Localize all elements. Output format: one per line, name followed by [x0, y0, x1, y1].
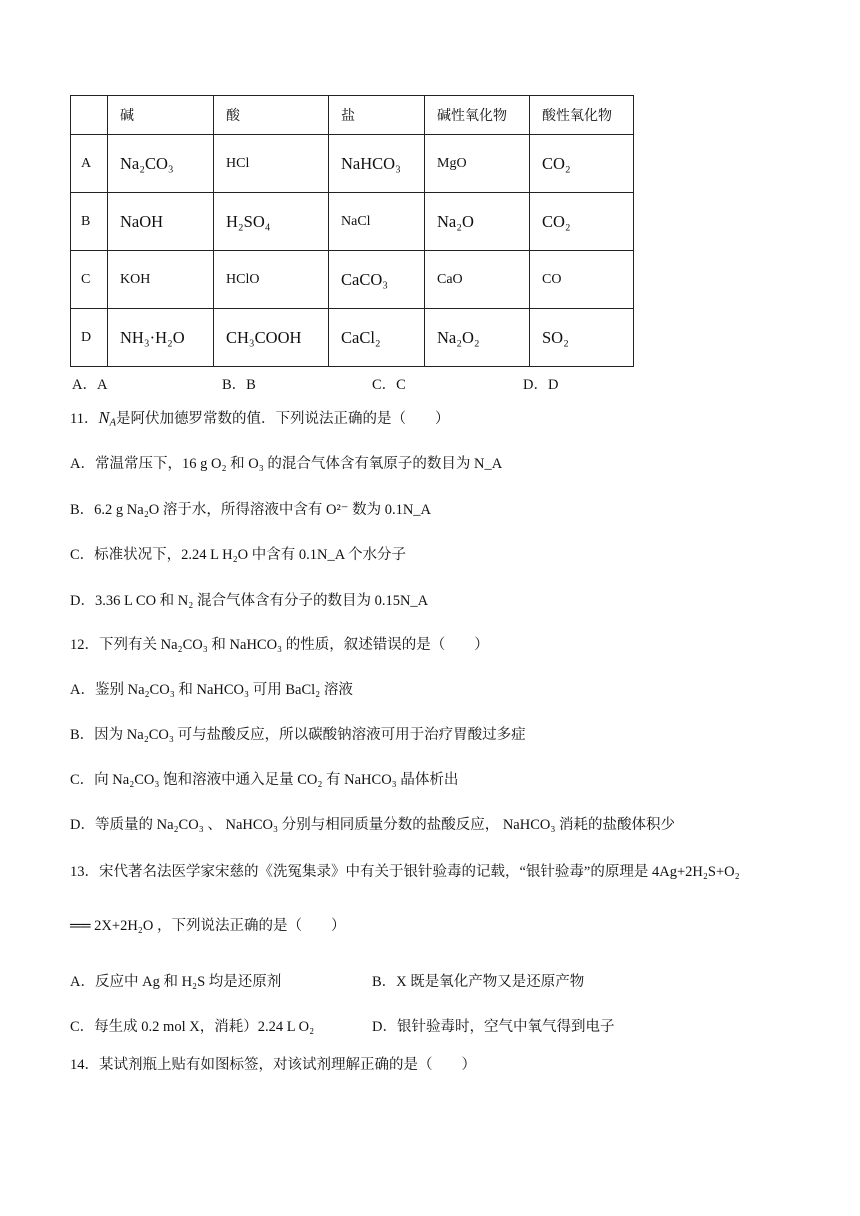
table-row: [71, 135, 634, 193]
table-cell: KOH: [108, 251, 214, 309]
avogadro-symbol: $N_A$: [98, 408, 117, 429]
table-cell: CH₃COOH: [214, 309, 329, 367]
option-d[interactable]: D．D: [523, 377, 559, 393]
table-cell: HCl: [214, 135, 329, 193]
option-a[interactable]: A．A: [72, 377, 108, 393]
q12-option-c[interactable]: C．向 Na₂CO₃ 饱和溶液中通入足量 CO₂ 有 NaHCO₃ 晶体析出: [70, 772, 459, 788]
table-cell: CO₂: [530, 193, 634, 251]
q13-option-d[interactable]: D．银针验毒时，空气中氧气得到电子: [372, 1019, 615, 1035]
row-label: A: [71, 135, 108, 193]
q11-stem: [70, 407, 450, 429]
table-cell: NaOH: [108, 193, 214, 251]
q12-option-a[interactable]: A．鉴别 Na₂CO₃ 和 NaHCO₃ 可用 BaCl₂ 溶液: [70, 682, 353, 698]
q12-option-d[interactable]: D．等质量的 Na₂CO₃ 、 NaHCO₃ 分别与相同质量分数的盐酸反应， NaHCO₃ 消耗的盐酸体积少: [70, 817, 676, 833]
header-acidic-oxide: 酸性氧化物: [530, 96, 634, 135]
q13-option-b[interactable]: B．X 既是氧化产物又是还原产物: [372, 974, 585, 990]
q11-option-b[interactable]: B．6.2 g Na₂O 溶于水，所得溶液中含有 O²⁻ 数为 0.1N_A: [70, 502, 432, 518]
table-cell: NH₃·H₂O: [108, 309, 214, 367]
header-blank: [71, 96, 108, 135]
q13-option-a[interactable]: A．反应中 Ag 和 H₂S 均是还原剂: [70, 974, 282, 990]
q11-option-a[interactable]: A．常温常压下，16 g O₂ 和 O₃ 的混合气体含有氧原子的数目为 N_A: [70, 456, 503, 472]
table-cell: CaO: [425, 251, 530, 309]
header-salt: 盐: [329, 96, 425, 135]
header-base: 碱: [108, 96, 214, 135]
table-cell: CaCl₂: [329, 309, 425, 367]
table-cell: NaHCO₃: [329, 135, 425, 193]
row-label: B: [71, 193, 108, 251]
table-cell: Na₂O₂: [425, 309, 530, 367]
q13-stem-continued: ══ 2X+2H₂O ，下列说法正确的是（ ）: [70, 918, 346, 934]
q11-stem-text: 是阿伏加德罗常数的值．下列说法正确的是（ ）: [116, 411, 450, 427]
table-row: [71, 309, 634, 367]
q11-option-c[interactable]: C．标准状况下，2.24 L H₂O 中含有 0.1N_A 个水分子: [70, 547, 407, 563]
table-cell: Na₂O: [425, 193, 530, 251]
table-cell: CO₂: [530, 135, 634, 193]
table-cell: MgO: [425, 135, 530, 193]
table-cell: H₂SO₄: [214, 193, 329, 251]
q11-option-d[interactable]: D．3.36 L CO 和 N₂ 混合气体含有分子的数目为 0.15N_A: [70, 593, 429, 609]
q12-stem: 12．下列有关 Na₂CO₃ 和 NaHCO₃ 的性质，叙述错误的是（ ）: [70, 637, 489, 653]
table-cell: CaCO₃: [329, 251, 425, 309]
table-cell: CO: [530, 251, 634, 309]
header-acid: 酸: [214, 96, 329, 135]
q13-option-c[interactable]: C．每生成 0.2 mol X，消耗）2.24 L O₂: [70, 1019, 315, 1035]
header-basic-oxide: 碱性氧化物: [425, 96, 530, 135]
q14-stem: 14．某试剂瓶上贴有如图标签，对该试剂理解正确的是（ ）: [70, 1057, 476, 1073]
option-c[interactable]: C．C: [372, 377, 406, 393]
table-row: [71, 251, 634, 309]
table-cell: SO₂: [530, 309, 634, 367]
table-cell: NaCl: [329, 193, 425, 251]
option-b[interactable]: B．B: [222, 377, 256, 393]
q11-number: 11．: [70, 411, 99, 427]
q12-option-b[interactable]: B．因为 Na₂CO₃ 可与盐酸反应，所以碳酸钠溶液可用于治疗胃酸过多症: [70, 727, 526, 743]
classification-table: [70, 95, 634, 367]
table-cell: HClO: [214, 251, 329, 309]
table-header-row: [71, 96, 634, 135]
q13-stem: 13．宋代著名法医学家宋慈的《洗冤集录》中有关于银针验毒的记载，“银针验毒”的原理是 4Ag+2H₂S+O₂: [70, 864, 740, 880]
row-label: C: [71, 251, 108, 309]
table-cell: Na₂CO₃: [108, 135, 214, 193]
table-row: [71, 193, 634, 251]
row-label: D: [71, 309, 108, 367]
